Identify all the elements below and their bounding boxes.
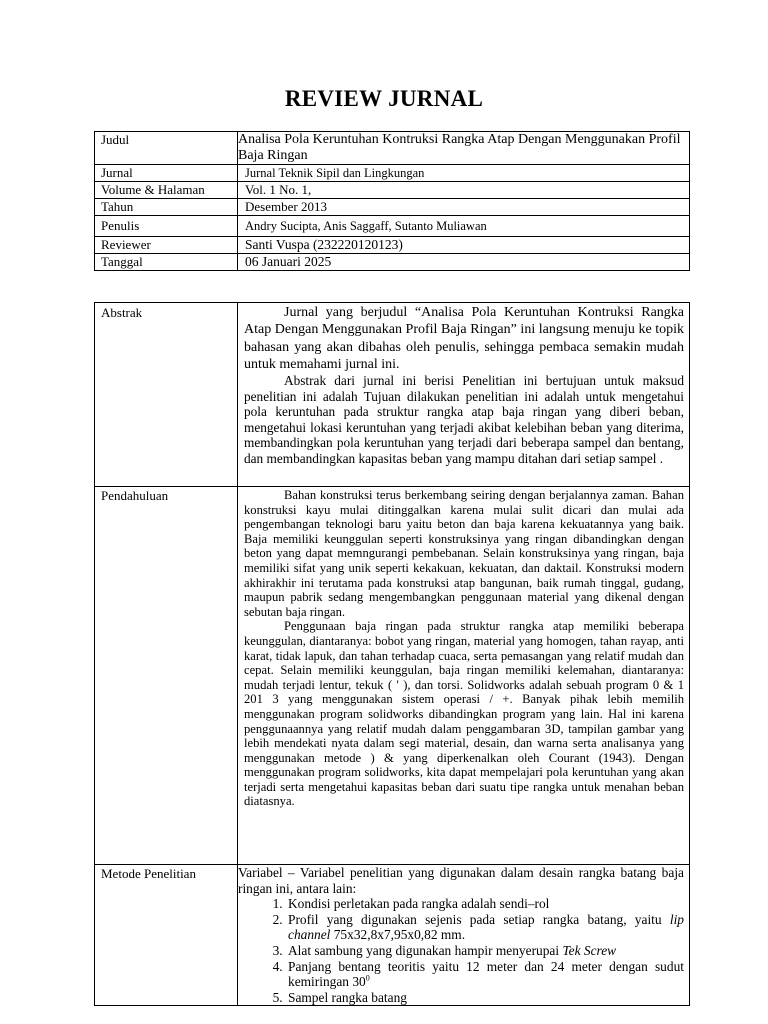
info-row-tahun bbox=[95, 199, 690, 216]
pendahuluan-paragraph-1: Bahan konstruksi terus berkembang seiring dengan berjalannya zaman. Bahan konstruksi kayu mulai ditinggalkan karena mulai sulit dicari dan mulai ada pengembangan teknologi baru yaitu beton dan baja karena kekuatannya yang baik. Baja memiliki keunggulan seperti konstruksinya yang ringan dibandingkan dengan beton yang dapat memngurangi pembebanan. Selain konstruksinya yang ringan, baja memiliki sifat yang unik seperti kekakuan, kekuatan, dan daktail. Konstruksi modern akhirakhir ini terutama pada konstruksi atap bangunan, baik rumah tinggal, gudang, maupun pabrik sedang mengembangkan penggunaan material yang dikenal dengan sebutan baja ringan. bbox=[244, 488, 684, 619]
info-row-reviewer bbox=[95, 237, 690, 254]
info-value: Santi Vuspa (232220120123) bbox=[238, 237, 690, 254]
metode-intro: Variabel – Variabel penelitian yang digunakan dalam desain rangka batang baja ringan ini, antara lain: bbox=[238, 865, 684, 896]
info-value: Desember 2013 bbox=[238, 199, 690, 216]
abstrak-paragraph-1: Jurnal yang berjudul “Analisa Pola Keruntuhan Kontruksi Rangka Atap Dengan Menggunakan Profil Baja Ringan” ini langsung menuju ke topik bahasan yang akan dibahas oleh penulis, sehingga pembaca semakin mudah untuk memahami jurnal ini. bbox=[244, 305, 684, 372]
info-label: Penulis bbox=[95, 216, 238, 237]
info-value: 06 Januari 2025 bbox=[238, 254, 690, 271]
section-label: Abstrak bbox=[95, 303, 238, 487]
info-label: Jurnal bbox=[95, 165, 238, 182]
list-item: 3. Alat sambung yang digunakan hampir menyerupai Tek Screw bbox=[286, 943, 684, 959]
section-label: Pendahuluan bbox=[95, 487, 238, 865]
info-row-tanggal bbox=[95, 254, 690, 271]
info-row-volume bbox=[95, 182, 690, 199]
info-label: Tahun bbox=[95, 199, 238, 216]
info-label: Reviewer bbox=[95, 237, 238, 254]
info-value: Vol. 1 No. 1, bbox=[238, 182, 690, 199]
section-metode bbox=[95, 865, 690, 1006]
abstrak-paragraph-2: Abstrak dari jurnal ini berisi Penelitian ini bertujuan untuk maksud penelitian ini adalah Tujuan dilakukan penelitian ini adalah untuk mengetahui pola keruntuhan pada struktur rangka atap baja ringan yang diberi beban, mengetahui lokasi keruntuhan yang terjadi akibat kelebihan beban yang diterima, membandingkan pola keruntuhan yang terjadi dari beberapa sampel dan bentang, dan membandingkan kapasitas beban yang mampu ditahan dari setiap sampel . bbox=[244, 373, 684, 466]
list-item: 4. Panjang bentang teoritis yaitu 12 meter dan 24 meter dengan sudut kemiringan $30^0$ bbox=[286, 959, 684, 990]
info-label: Judul bbox=[95, 132, 238, 165]
info-label: Volume & Halaman bbox=[95, 182, 238, 199]
document-title: REVIEW JURNAL bbox=[284, 86, 484, 111]
section-pendahuluan bbox=[95, 487, 690, 865]
info-value: Jurnal Teknik Sipil dan Lingkungan bbox=[238, 165, 690, 182]
metode-variable-list bbox=[238, 896, 684, 1005]
review-content-table bbox=[94, 302, 690, 1006]
journal-info-table bbox=[94, 131, 690, 271]
info-row-judul bbox=[95, 132, 690, 165]
section-label: Metode Penelitian bbox=[95, 865, 238, 1006]
list-item: 2. Profil yang digunakan sejenis pada setiap rangka batang, yaitu lip channel 75x32,8x7,95x0,82 mm. bbox=[286, 912, 684, 943]
info-row-jurnal bbox=[95, 165, 690, 182]
info-row-penulis bbox=[95, 216, 690, 237]
info-label: Tanggal bbox=[95, 254, 238, 271]
list-item: 1. Kondisi perletakan pada rangka adalah sendi–rol bbox=[286, 896, 684, 912]
section-abstrak bbox=[95, 303, 690, 487]
info-value: Andry Sucipta, Anis Saggaff, Sutanto Muliawan bbox=[238, 216, 690, 237]
list-item: 5. Sampel rangka batang bbox=[286, 990, 684, 1006]
info-value: Analisa Pola Keruntuhan Kontruksi Rangka Atap Dengan Menggunakan Profil Baja Ringan bbox=[238, 132, 690, 165]
pendahuluan-paragraph-2: Penggunaan baja ringan pada struktur rangka atap memiliki beberapa keunggulan, diantaranya: bobot yang ringan, material yang homogen, tahan rayap, anti karat, tidak lapuk, dan tahan terhadap cuaca, serta pemasangan yang relatif mudah dan cepat. Selain memiliki keunggulan, baja ringan memiliki kelemahan, diantaranya: mudah terjadi lentur, tekuk ( ' ), dan torsi. Solidworks adalah sebuah program 0 & 1 201 3 yang menggunakan sistem operasi / +. Banyak pihak lebih memilih menggunakan program solidworks dibandingkan program yang lain. Hal ini karena penggunaannya yang relatif mudah dalam penggambaran 3D, tampilan gambar yang lebih mendekati nyata dalam segi material, desain, dan warna serta analisanya yang menggunakan metode ) & yang diperkenalkan oleh Courant (1943). Dengan menggunakan program solidworks, kita dapat mempelajari pola keruntuhan yang akan terjadi serta mengetahui kapasitas beban dari suatu tipe rangka untuk menahan beban diatasnya. bbox=[244, 619, 684, 809]
